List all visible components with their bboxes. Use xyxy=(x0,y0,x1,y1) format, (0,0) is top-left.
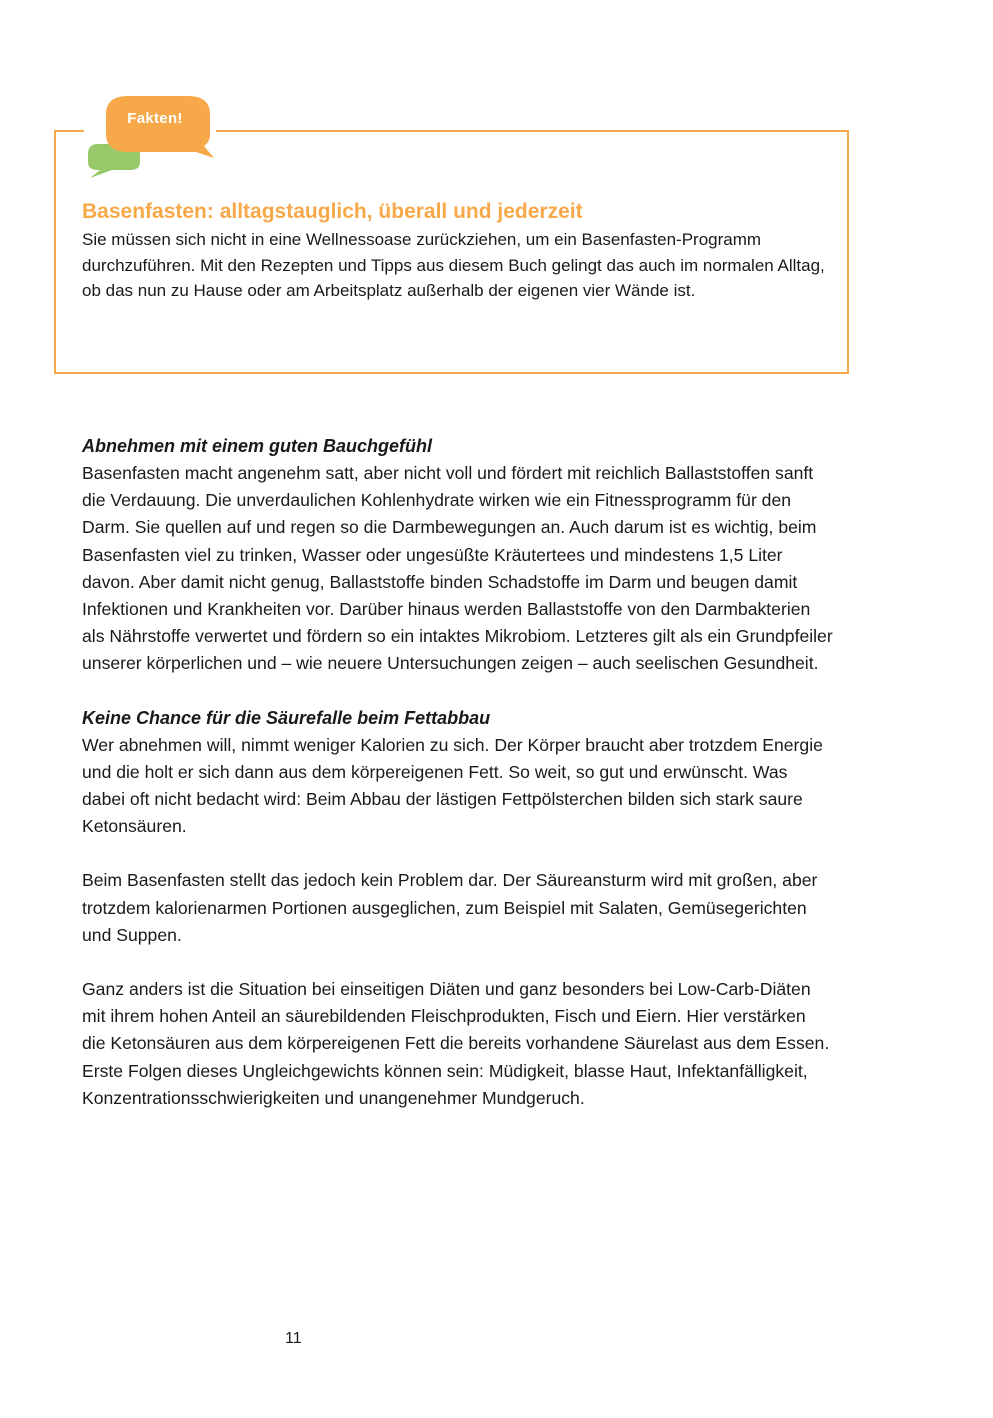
main-content xyxy=(82,433,834,1112)
facts-text: Sie müssen sich nicht in eine Wellnessoase zurückziehen, um ein Basenfasten-Programm durchzuführen. Mit den Rezepten und Tipps aus diesem Buch gelingt das auch im normalen Alltag, ob das nun zu Hause oder am Arbeitsplatz außerhalb der eigenen vier Wände ist. xyxy=(82,230,825,300)
speech-bubbles-icon xyxy=(84,92,220,182)
page-number: 11 xyxy=(285,1330,302,1347)
section-paragraph: Beim Basenfasten stellt das jedoch kein Problem dar. Der Säureansturm wird mit großen, aber trotzdem kalorienarmen Portionen ausgeglichen, zum Beispiel mit Salaten, Gemüsegerichten und Suppen. xyxy=(82,870,818,945)
facts-heading: Basenfasten: alltagstauglich, überall und jederzeit xyxy=(82,200,583,223)
section-paragraph: Wer abnehmen will, nimmt weniger Kalorien zu sich. Der Körper braucht aber trotzdem Energie und die holt er sich dann aus dem körpereigenen Fett. So weit, so gut und erwünscht. Was dabei oft nicht bedacht wird: Beim Abbau der lästigen Fettpölsterchen bilden sich stark saure Ketonsäuren. xyxy=(82,734,823,837)
section-paragraph: Basenfasten macht angenehm satt, aber nicht voll und fördert mit reichlich Ballaststoffen sanft die Verdauung. Die unverdaulichen Kohlenhydrate wirken wie ein Fitnessprogramm für den Darm. Sie quellen auf und regen so die Darmbewegungen an. Auch darum ist es wichtig, beim Basenfasten viel zu trinken, Wasser oder ungesüßte Kräutertees und mindestens 1,5 Liter davon. Aber damit nicht genug, Ballaststoffe binden Schadstoffe im Darm und beugen damit Infektionen und Krankheiten vor. Darüber hinaus werden Ballaststoffe von den Darmbakterien als Nährstoffe verwertet und fördern so ein intaktes Mikrobiom. Letzteres gilt als ein Grundpfeiler unserer körperlichen und – wie neuere Untersuchungen zeigen – auch seelischen Gesundheit. xyxy=(82,463,833,674)
orange-speech-bubble xyxy=(106,96,214,158)
section-title: Abnehmen mit einem guten Bauchgefühl xyxy=(82,436,433,456)
facts-badge-label: Fakten! xyxy=(127,110,183,127)
section-title: Keine Chance für die Säurefalle beim Fettabbau xyxy=(82,707,491,728)
section-paragraph: Ganz anders ist die Situation bei einseitigen Diäten und ganz besonders bei Low-Carb-Diäten mit ihrem hohen Anteil an säurebildenden Fleischprodukten, Fisch und Eiern. Hier verstärken die Ketonsäuren aus dem körpereigenen Fett die bereits vorhandene Säurelast aus dem Essen. Erste Folgen dieses Ungleichgewichts können sein: Müdigkeit, blasse Haut, Infektanfälligkeit, Konzentrationsschwierigkeiten und unangenehmer Mundgeruch. xyxy=(82,979,830,1108)
